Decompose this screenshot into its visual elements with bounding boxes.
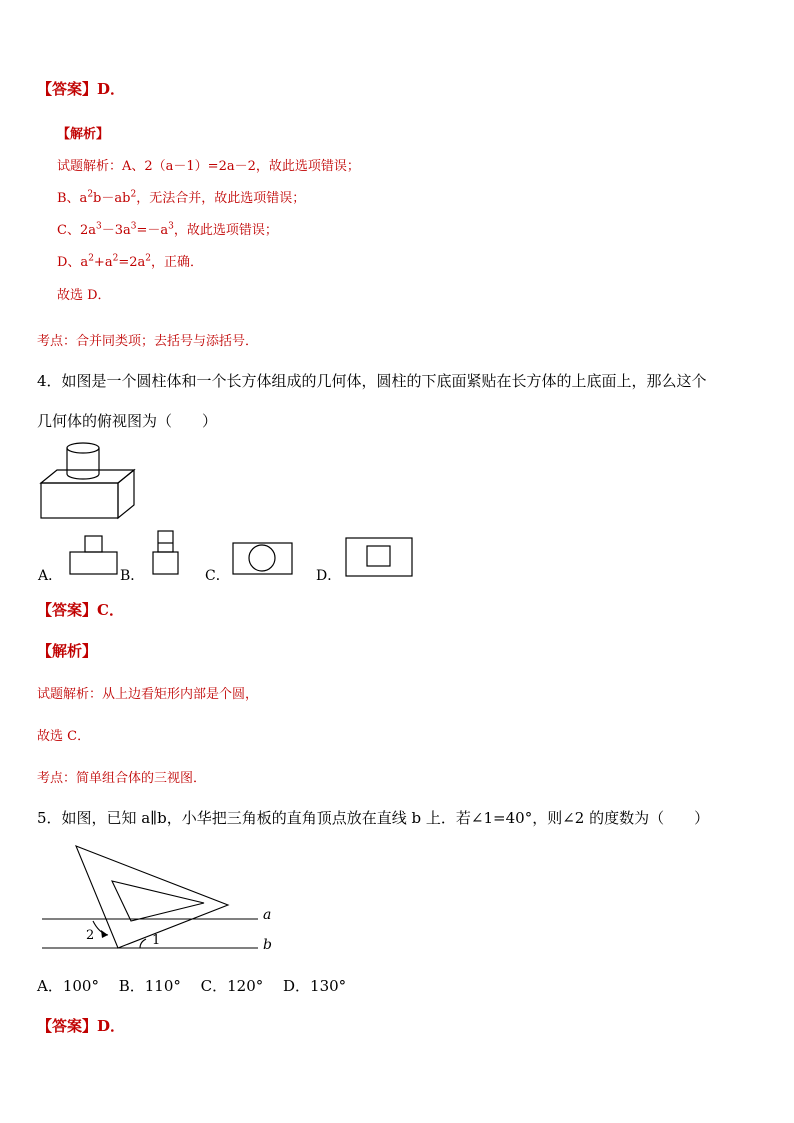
q3-kaodian: 考点：合并同类项；去括号与添括号．	[37, 334, 259, 349]
q5-options: A．100° B．110° C．120° D．130°	[37, 977, 347, 995]
q4-answer: 【答案】C．	[37, 601, 124, 619]
cylinder-top	[67, 443, 99, 453]
q4-stem-line1: 4．如图是一个圆柱体和一个长方体组成的几何体，圆柱的下底面紧贴在长方体的上底面上，那么这个	[37, 372, 707, 390]
label-angle-1: 1	[152, 933, 161, 948]
q5-figure	[42, 846, 258, 948]
q4-kaodian: 考点：简单组合体的三视图．	[37, 771, 207, 786]
q3-analysis-line-c: C、$2a^3-3a^3=-a^3$，故此选项错误；	[57, 221, 278, 238]
label-a: a	[263, 907, 272, 923]
angle-2-arc	[93, 921, 108, 935]
label-b: b	[263, 937, 272, 953]
q3-analysis-title: 【解析】	[57, 127, 110, 142]
cuboid-front	[41, 483, 118, 518]
q3-analysis-line-d: D、$a^2+a^2=2a^2$，正确．	[57, 253, 203, 270]
option-a-figure	[70, 536, 117, 574]
q4-conclusion: 故选 C．	[37, 729, 91, 744]
angle-2-arrow	[101, 930, 108, 938]
option-c-label[interactable]: C．	[205, 568, 230, 584]
option-c-figure	[233, 543, 292, 574]
option-b-label[interactable]: B．	[120, 568, 145, 584]
cuboid-side	[118, 470, 134, 518]
q3-conclusion: 故选 D．	[57, 288, 111, 303]
label-angle-2: 2	[86, 928, 95, 943]
q5-stem: 5．如图，已知 a∥b，小华把三角板的直角顶点放在直线 b 上．若∠1=40°，则∠2 的度数为（ ）	[37, 809, 710, 827]
angle-1-arc	[140, 939, 146, 948]
q4-analysis: 试题解析：从上边看矩形内部是个圆，	[37, 687, 259, 702]
q4-stem-line2: 几何体的俯视图为（ ）	[37, 412, 218, 430]
q3-answer: 【答案】D．	[37, 80, 126, 98]
option-a-label[interactable]: A．	[38, 568, 63, 584]
q4-analysis-title: 【解析】	[37, 642, 98, 660]
option-d-label[interactable]: D．	[316, 568, 342, 584]
cylinder-bottom	[67, 474, 99, 479]
option-d-figure	[346, 538, 412, 576]
q5-answer: 【答案】D．	[37, 1017, 126, 1035]
option-b-figure	[153, 531, 178, 574]
triangle-inner	[112, 881, 204, 921]
q3-analysis-line-a: 试题解析：A、2（a－1）=2a－2，故此选项错误；	[57, 159, 360, 174]
q3-analysis-line-b: B、$a^2b-ab^2$，无法合并，故此选项错误；	[57, 189, 306, 206]
